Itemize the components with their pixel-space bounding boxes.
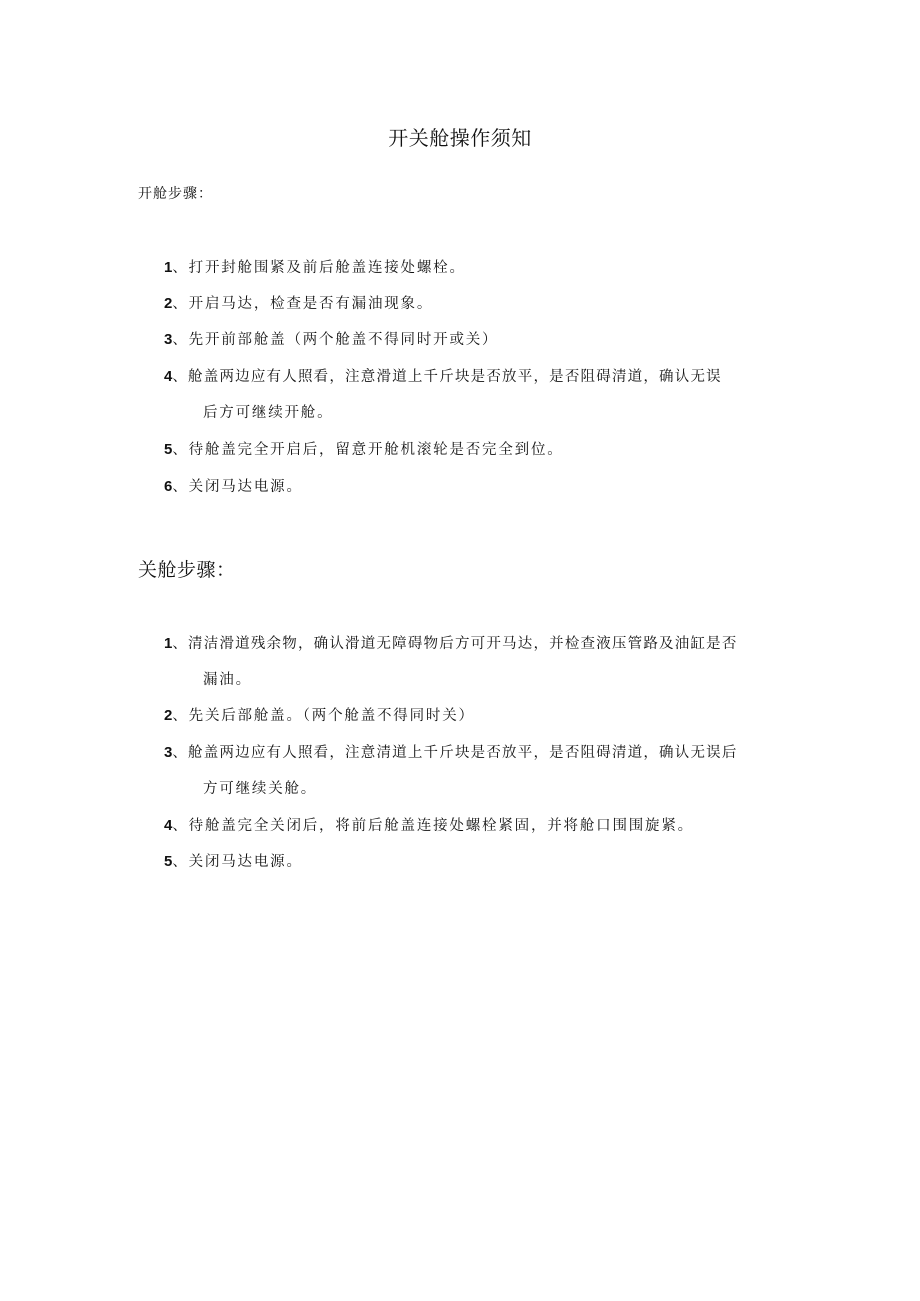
open-step-4-continuation: 后方可继续开舱。 <box>203 405 334 421</box>
step-text: 关闭马达电源。 <box>188 479 303 495</box>
step-text: 清洁滑道残余物，确认滑道无障碍物后方可开马达，并检查液压管路及油缸是否 <box>188 636 738 652</box>
step-text: 舱盖两边应有人照看，注意清道上千斤块是否放平，是否阻碍清道，确认无误后 <box>188 745 738 761</box>
step-separator: 、 <box>172 442 189 458</box>
open-step-2 <box>164 294 804 314</box>
step-separator: 、 <box>172 332 189 348</box>
close-step-3 <box>164 743 804 763</box>
step-number: 2 <box>164 295 173 312</box>
step-separator: 、 <box>172 708 189 724</box>
step-separator: 、 <box>172 636 189 652</box>
step-text: 先关后部舱盖。（两个舱盖不得同时关） <box>188 708 475 724</box>
step-number: 2 <box>164 707 173 724</box>
step-number: 1 <box>164 259 173 276</box>
close-step-3-continuation: 方可继续关舱。 <box>203 781 318 797</box>
close-step-5 <box>164 852 804 872</box>
step-text: 先开前部舱盖（两个舱盖不得同时开或关） <box>188 332 499 348</box>
step-separator: 、 <box>172 260 189 276</box>
close-steps-heading: 关舱步骤： <box>138 559 236 581</box>
step-text: 开启马达，检查是否有漏油现象。 <box>188 296 434 312</box>
step-number: 5 <box>164 853 173 870</box>
step-separator: 、 <box>172 818 189 834</box>
step-number: 6 <box>164 478 173 495</box>
close-step-1-continuation: 漏油。 <box>203 672 252 688</box>
step-text: 打开封舱围紧及前后舱盖连接处螺栓。 <box>188 260 466 276</box>
open-step-6 <box>164 477 804 497</box>
step-text: 待舱盖完全开启后，留意开舱机滚轮是否完全到位。 <box>188 442 564 458</box>
step-number: 3 <box>164 744 173 761</box>
close-step-4 <box>164 816 804 836</box>
open-step-1 <box>164 258 804 278</box>
page-title: 开关舱操作须知 <box>388 126 532 150</box>
step-separator: 、 <box>172 854 189 870</box>
step-number: 4 <box>164 817 173 834</box>
step-text: 舱盖两边应有人照看，注意滑道上千斤块是否放平，是否阻碍清道，确认无误 <box>188 369 722 385</box>
step-number: 1 <box>164 635 173 652</box>
step-text: 待舱盖完全关闭后，将前后舱盖连接处螺栓紧固，并将舱口围围旋紧。 <box>188 818 694 834</box>
close-step-2 <box>164 706 804 726</box>
open-step-5 <box>164 440 804 460</box>
open-step-4 <box>164 367 804 387</box>
step-number: 5 <box>164 441 173 458</box>
step-number: 3 <box>164 331 173 348</box>
step-separator: 、 <box>172 369 189 385</box>
step-text: 关闭马达电源。 <box>188 854 303 870</box>
step-separator: 、 <box>172 745 189 761</box>
step-number: 4 <box>164 368 173 385</box>
open-steps-heading: 开舱步骤： <box>138 186 213 202</box>
open-step-3 <box>164 330 804 350</box>
close-step-1 <box>164 634 804 654</box>
step-separator: 、 <box>172 296 189 312</box>
step-separator: 、 <box>172 479 189 495</box>
